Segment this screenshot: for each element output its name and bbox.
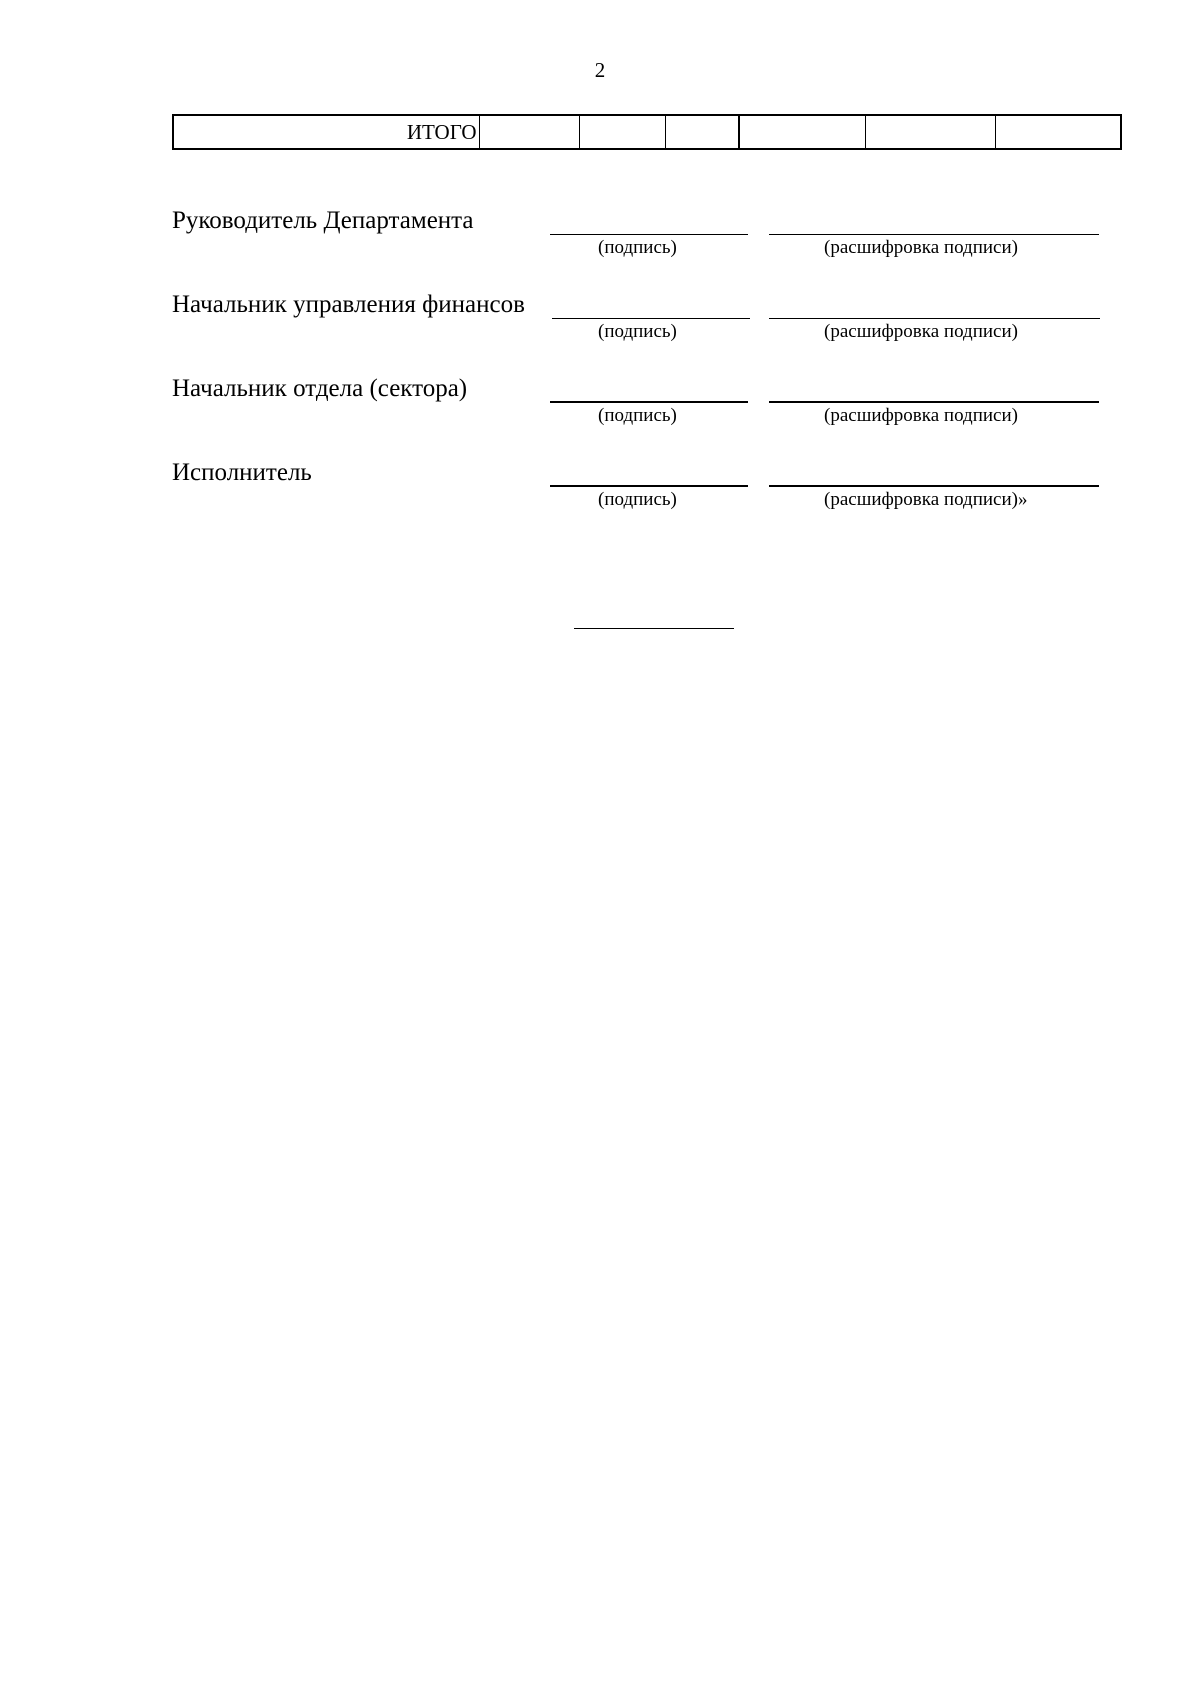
signature-row-head-of-department <box>172 207 1122 267</box>
total-cell <box>579 115 665 149</box>
signature-row-executor <box>172 459 1122 519</box>
total-cell <box>665 115 739 149</box>
signature-decode-caption: (расшифровка подписи) <box>824 237 1018 258</box>
signature-line <box>550 401 748 403</box>
signature-row-finance-head <box>172 291 1122 351</box>
total-cell <box>995 115 1121 149</box>
total-cell <box>739 115 865 149</box>
signature-role: Начальник управления финансов <box>172 291 525 318</box>
signature-role: Исполнитель <box>172 459 312 486</box>
signature-decode-caption: (расшифровка подписи) <box>824 321 1018 342</box>
total-table <box>172 114 1122 150</box>
total-label: ИТОГО <box>173 115 479 149</box>
signature-decode-line <box>769 318 1100 319</box>
signature-decode-line <box>769 485 1099 487</box>
end-of-document-rule <box>574 628 734 629</box>
signature-line <box>550 234 748 235</box>
signature-caption: (подпись) <box>598 237 677 258</box>
signature-caption: (подпись) <box>598 321 677 342</box>
signature-line <box>550 485 748 487</box>
signature-role: Руководитель Департамента <box>172 207 474 234</box>
signature-row-section-head <box>172 375 1122 435</box>
signature-decode-caption: (расшифровка подписи) <box>824 405 1018 426</box>
signature-decode-line <box>769 401 1099 403</box>
signature-decode-line <box>769 234 1099 235</box>
total-cell <box>479 115 579 149</box>
signature-role: Начальник отдела (сектора) <box>172 375 468 402</box>
total-row <box>173 115 1121 149</box>
signature-decode-caption: (расшифровка подписи)» <box>824 489 1028 510</box>
total-cell <box>865 115 995 149</box>
signature-caption: (подпись) <box>598 405 677 426</box>
signature-line <box>552 318 750 319</box>
signature-caption: (подпись) <box>598 489 677 510</box>
page-number: 2 <box>594 58 606 82</box>
